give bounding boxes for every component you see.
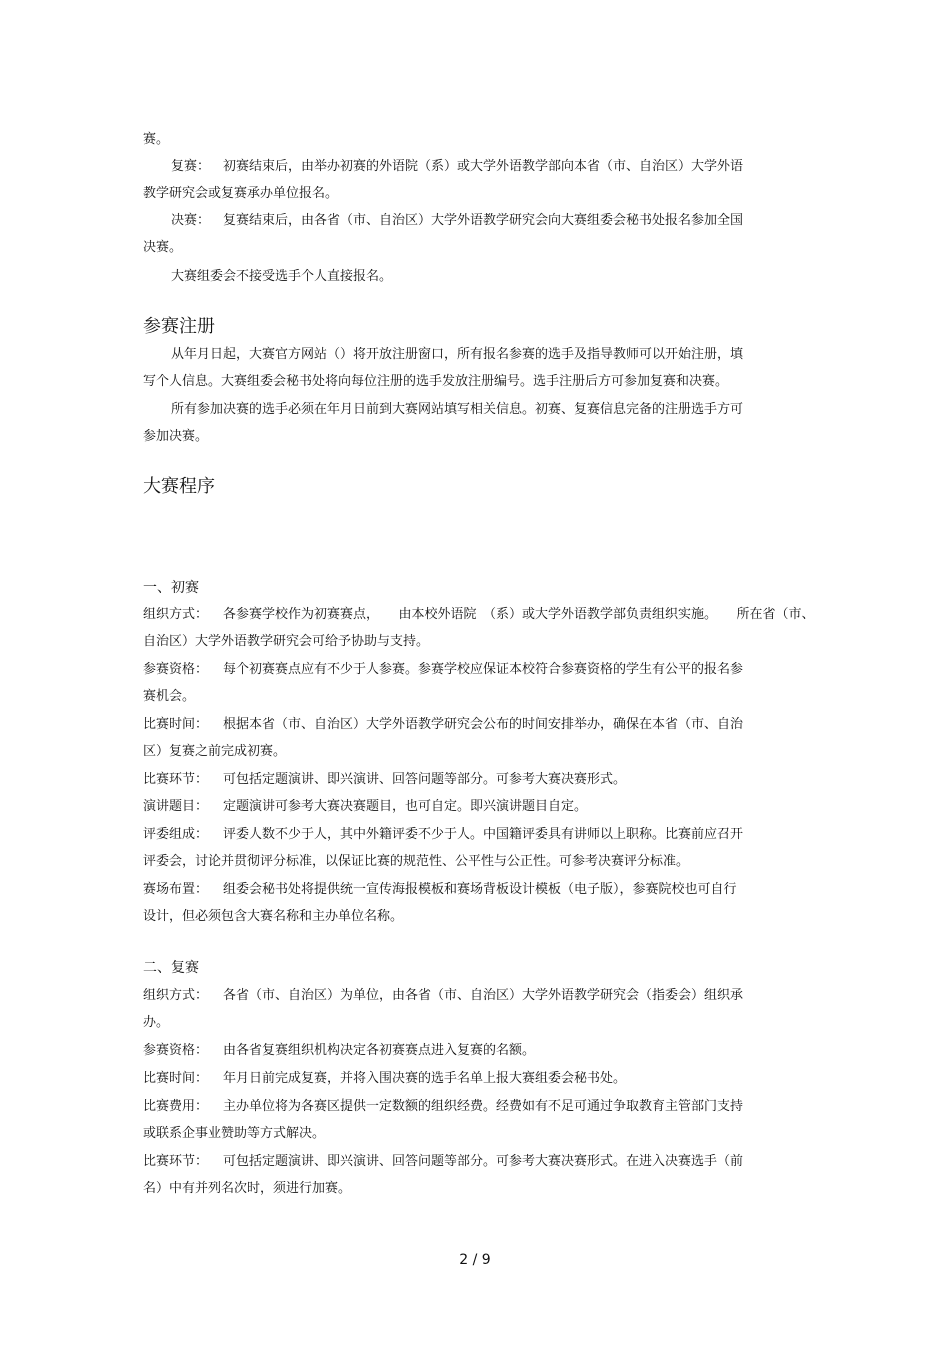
semi-eligibility-text: 由各省复赛组织机构决定各初赛赛点进入复赛的名额。: [223, 1043, 536, 1058]
prelim-venue-cont: 设计，但必须包含大赛名称和主办单位名称。: [143, 909, 404, 924]
prelim-venue-label: 赛场布置：: [143, 882, 209, 897]
final-text: 复赛结束后，由各省（市、自治区）大学外语教学研究会向大赛组委会秘书处报名参加全国: [223, 213, 744, 228]
semi-organization: [143, 987, 743, 1005]
semifinal-text: 初赛结束后，由举办初赛的外语院（系）或大学外语教学部向本省（市、自治区）大学外语: [223, 159, 744, 174]
semi-stages: [143, 1153, 743, 1171]
prelim-eligibility-label: 参赛资格：: [143, 662, 209, 677]
semi-fees-label: 比赛费用：: [143, 1099, 209, 1114]
semifinal-text-cont: 教学研究会或复赛承办单位报名。: [143, 186, 339, 201]
semi-stages-cont: 名）中有并列名次时，须进行加赛。: [143, 1181, 352, 1196]
prelim-judges-label: 评委组成：: [143, 827, 209, 842]
semi-time-text: 年月日前完成复赛，并将入围决赛的选手名单上报大赛组委会秘书处。: [223, 1071, 627, 1086]
prelim-time-text: 根据本省（市、自治区）大学外语教学研究会公布的时间安排举办，确保在本省（市、自治: [223, 717, 744, 732]
prelim-topics: [143, 798, 587, 816]
semi-fees-cont: 或联系企事业赞助等方式解决。: [143, 1126, 326, 1141]
prelim-stages: [143, 771, 626, 789]
prelim-topics-text: 定题演讲可参考大赛决赛题目，也可自定。即兴演讲题目自定。: [223, 799, 588, 814]
prelim-stages-text: 可包括定题演讲、即兴演讲、回答问题等部分。可参考大赛决赛形式。: [223, 772, 627, 787]
registration-paragraph-1-cont: 写个人信息。大赛组委会秘书处将向每位注册的选手发放注册编号。选手注册后方可参加复赛和决赛。: [143, 374, 729, 389]
semifinal-registration-line: [143, 158, 743, 176]
semi-organization-label: 组织方式：: [143, 988, 209, 1003]
semi-heading: 二、复赛: [143, 960, 199, 976]
registration-heading: 参赛注册: [143, 316, 215, 337]
registration-paragraph-2: 所有参加决赛的选手必须在年月日前到大赛网站填写相关信息。初赛、复赛信息完备的注册选手方可: [171, 402, 744, 417]
final-text-cont: 决赛。: [143, 240, 183, 255]
prelim-judges-text: 评委人数不少于人，其中外籍评委不少于人。中国籍评委具有讲师以上职称。比赛前应召开: [223, 827, 744, 842]
registration-note: 大赛组委会不接受选手个人直接报名。: [171, 269, 393, 284]
final-label: 决赛：: [171, 213, 211, 228]
procedure-heading: 大赛程序: [143, 476, 215, 497]
semi-organization-cont: 办。: [143, 1015, 170, 1030]
prelim-judges-cont: 评委会，讨论并贯彻评分标准，以保证比赛的规范性、公平性与公正性。可参考决赛评分标准。: [143, 854, 690, 869]
semi-time: [143, 1070, 626, 1088]
registration-paragraph-1: 从年月日起，大赛官方网站（）将开放注册窗口，所有报名参赛的选手及指导教师可以开始注册，填: [171, 347, 744, 362]
semifinal-label: 复赛：: [171, 159, 211, 174]
prelim-organization: [143, 606, 815, 624]
final-registration-line: [143, 212, 743, 230]
prelim-stages-label: 比赛环节：: [143, 772, 209, 787]
semi-fees: [143, 1098, 743, 1116]
prelim-eligibility-text: 每个初赛赛点应有不少于人参赛。参赛学校应保证本校符合参赛资格的学生有公平的报名参: [223, 662, 744, 677]
prelim-eligibility: [143, 661, 743, 679]
prelim-venue: [143, 881, 737, 899]
intro-line: 赛。: [143, 132, 170, 147]
semi-eligibility-label: 参赛资格：: [143, 1043, 209, 1058]
prelim-time-label: 比赛时间：: [143, 717, 209, 732]
prelim-eligibility-cont: 赛机会。: [143, 689, 196, 704]
semi-fees-text: 主办单位将为各赛区提供一定数额的组织经费。经费如有不足可通过争取教育主管部门支持: [223, 1099, 744, 1114]
prelim-venue-text: 组委会秘书处将提供统一宣传海报模板和赛场背板设计模板（电子版），参赛院校也可自行: [223, 882, 737, 897]
semi-stages-label: 比赛环节：: [143, 1154, 209, 1169]
semi-eligibility: [143, 1042, 535, 1060]
page-number: 2 / 9: [459, 1252, 491, 1268]
semi-organization-text: 各省（市、自治区）为单位，由各省（市、自治区）大学外语教学研究会（指委会）组织承: [223, 988, 744, 1003]
registration-paragraph-2-cont: 参加决赛。: [143, 429, 209, 444]
prelim-organization-text: 各参赛学校作为初赛赛点， 由本校外语院 （系）或大学外语教学部负责组织实施。 所在省（市、: [223, 607, 815, 622]
semi-time-label: 比赛时间：: [143, 1071, 209, 1086]
prelim-heading: 一、初赛: [143, 580, 199, 596]
prelim-topics-label: 演讲题目：: [143, 799, 209, 814]
prelim-organization-cont: 自治区）大学外语教学研究会可给予协助与支持。: [143, 634, 430, 649]
semi-stages-text: 可包括定题演讲、即兴演讲、回答问题等部分。可参考大赛决赛形式。在进入决赛选手（前: [223, 1154, 744, 1169]
prelim-organization-label: 组织方式：: [143, 607, 209, 622]
prelim-time-cont: 区）复赛之前完成初赛。: [143, 744, 287, 759]
prelim-judges: [143, 826, 743, 844]
prelim-time: [143, 716, 743, 734]
